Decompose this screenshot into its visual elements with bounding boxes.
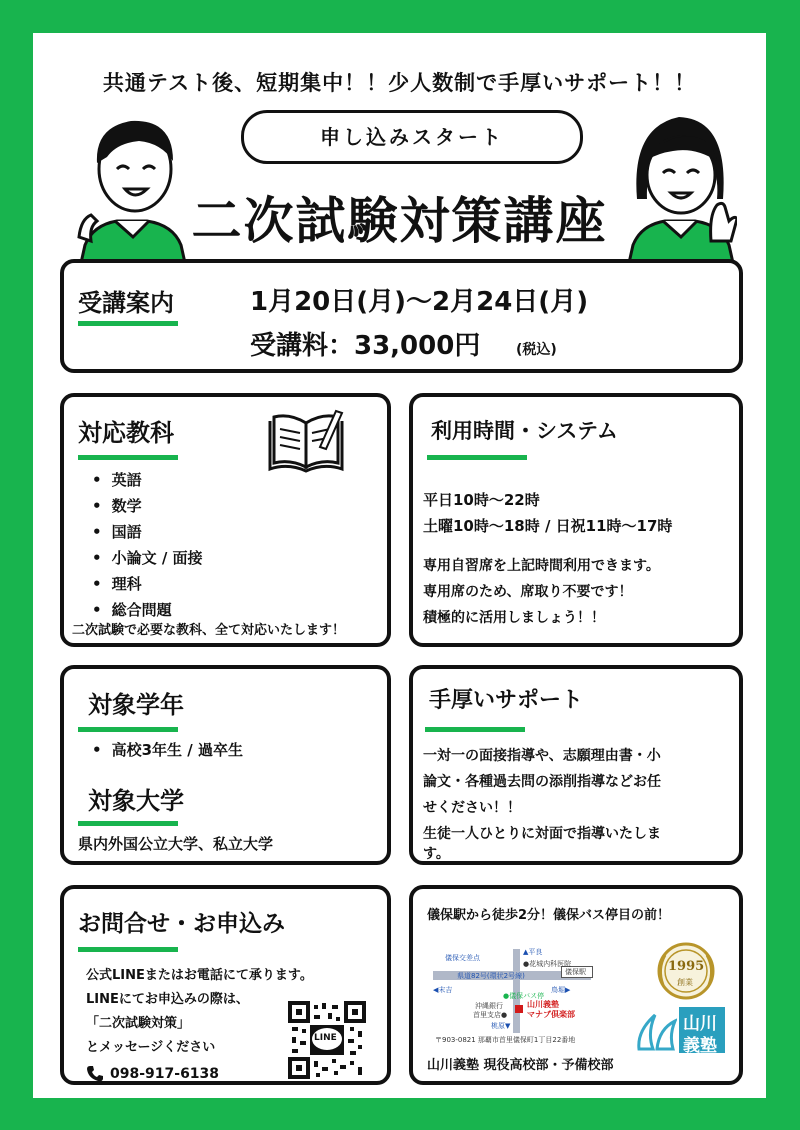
flyer-page <box>33 33 766 1098</box>
logo-text: 義塾 <box>683 1036 717 1056</box>
subject-item: • 理科 <box>92 573 142 594</box>
university-text: 県内外国公立大学、私立大学 <box>78 835 274 853</box>
course-fee: 受講料：33,000円 <box>250 331 481 361</box>
subject-item: • 国語 <box>92 521 142 542</box>
map-label: 儀保駅 <box>565 968 586 976</box>
hours-weekend: 土曜10時～18時 / 日祝11時～17時 <box>423 517 673 535</box>
support-text: 生徒一人ひとりに対面で指導いたしま <box>423 826 661 842</box>
contact-box <box>60 885 391 1085</box>
map-label: 首里支店● <box>473 1011 508 1019</box>
hours-desc: 積極的に活用しましょう！！ <box>423 610 605 626</box>
subjects-heading-underline <box>78 455 178 460</box>
map-label: 山川義塾 <box>527 1000 559 1009</box>
hours-desc: 専用自習席を上記時間利用できます。 <box>423 558 660 574</box>
university-heading: 対象大学 <box>88 787 184 815</box>
hours-box <box>409 393 743 647</box>
subjects-note: 二次試験で必要な教科、全て対応いたします！ <box>72 623 346 638</box>
contact-text: 「二次試験対策」 <box>86 1016 191 1031</box>
subject-item: • 英語 <box>92 469 142 490</box>
grade-heading-underline <box>78 727 178 732</box>
map-school-marker <box>515 1005 523 1013</box>
map-label: 鳥堀▶ <box>551 986 571 994</box>
support-box <box>409 665 743 865</box>
tagline: 共通テスト後、短期集中！！少人数制で手厚いサポート！！ <box>102 71 697 95</box>
school-logo-icon <box>635 1011 677 1053</box>
subjects-heading: 対応教科 <box>78 419 174 447</box>
hours-weekday: 平日10時～22時 <box>423 491 540 509</box>
university-heading-underline <box>78 821 178 826</box>
contact-heading: お問合せ・お申込み <box>78 911 285 937</box>
course-tax: (税込) <box>516 342 557 358</box>
phone-number[interactable]: 098-917-6138 <box>110 1066 220 1082</box>
map-label: 桃原▼ <box>491 1022 511 1030</box>
page-title: 二次試験対策講座 <box>191 192 608 250</box>
course-heading: 受講案内 <box>78 289 174 317</box>
badge-year: 1995 <box>668 959 705 974</box>
map-label: マナブ倶楽部 <box>527 1010 575 1019</box>
map-label: 県道82号(環状2号線) <box>457 972 525 980</box>
map-label: 儀保交差点 <box>445 954 480 962</box>
contact-heading-underline <box>78 947 178 952</box>
contact-text: 公式LINEまたはお電話にて承ります。 <box>86 968 313 983</box>
course-info-box <box>60 259 743 373</box>
hours-heading: 利用時間・システム <box>431 419 618 443</box>
subject-item: • 数学 <box>92 495 142 516</box>
grade-box <box>60 665 391 865</box>
grade-heading: 対象学年 <box>88 691 184 719</box>
hours-desc: 専用席のため、席取り不要です！ <box>423 584 633 600</box>
access-footer: 山川義塾 現役高校部・予備校部 <box>427 1058 614 1073</box>
contact-text: LINEにてお申込みの際は、 <box>86 992 249 1007</box>
map-label: ●花城内科医院 <box>523 960 572 968</box>
access-box <box>409 885 743 1085</box>
support-heading-underline <box>425 727 525 732</box>
map-label: 沖縄銀行 <box>475 1002 503 1010</box>
subject-item: • 小論文 / 面接 <box>92 547 203 568</box>
map-label: ●儀保バス停 <box>503 992 545 1000</box>
start-label: 申し込みスタート <box>241 110 583 164</box>
course-heading-underline <box>78 321 178 326</box>
access-heading: 儀保駅から徒歩2分！儀保バス停目の前！ <box>427 908 671 923</box>
support-text: す。 <box>423 846 450 862</box>
access-map <box>431 947 611 1047</box>
map-label: ▲平良 <box>523 948 543 956</box>
support-text: せください！！ <box>423 800 521 816</box>
subjects-box <box>60 393 391 647</box>
logo-text: 山川 <box>683 1014 717 1034</box>
map-label: 〒903-0821 那覇市首里儀保町1丁目22番地 <box>435 1036 576 1044</box>
course-dates: 1月20日(月)～2月24日(月) <box>250 287 589 317</box>
badge-sub: 創業 <box>677 978 693 987</box>
qr-line-label: LINE <box>314 1033 337 1043</box>
support-heading: 手厚いサポート <box>429 688 584 713</box>
contact-text: とメッセージください <box>86 1040 216 1055</box>
hours-heading-underline <box>427 455 527 460</box>
subject-item: • 総合問題 <box>92 599 172 620</box>
book-icon <box>264 407 348 477</box>
support-text: 論文・各種過去問の添削指導などお任 <box>423 774 661 790</box>
support-text: 一対一の面接指導や、志願理由書・小 <box>423 748 661 764</box>
map-label: ◀末吉 <box>433 986 453 994</box>
phone-icon <box>86 1065 104 1083</box>
grade-item: • 高校3年生 / 過卒生 <box>92 739 243 760</box>
